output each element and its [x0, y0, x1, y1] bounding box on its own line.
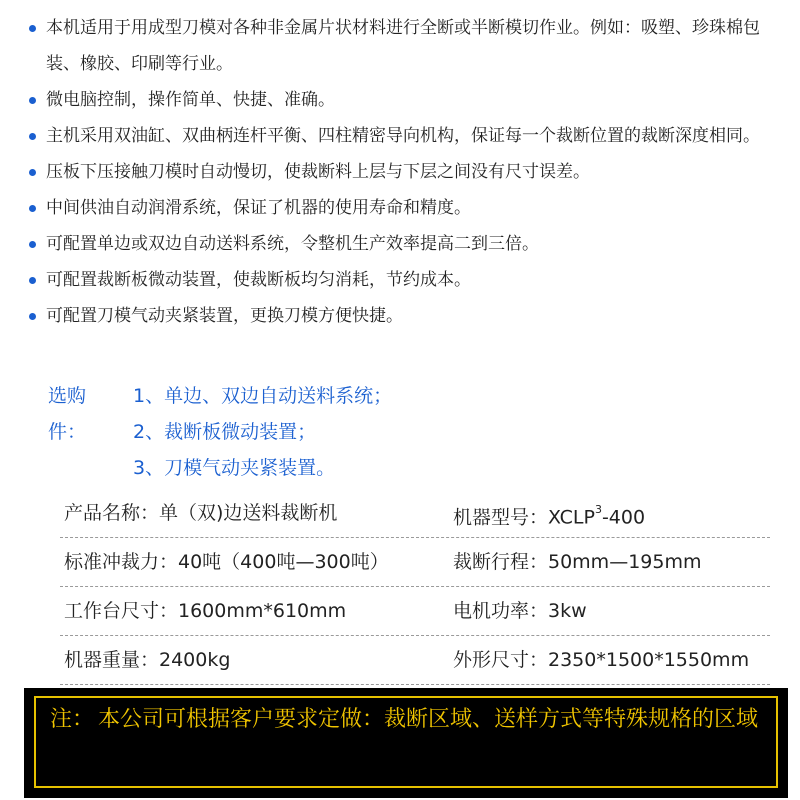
spec-weight: 机器重量：2400kg	[64, 649, 231, 671]
spec-cutting-force: 标准冲裁力：40吨（400吨—300吨）	[64, 551, 389, 573]
spec-model-prefix: 机器型号：XCLP	[453, 506, 595, 529]
feature-text: 可配置刀模气动夹紧装置，更换刀模方便快捷。	[46, 306, 403, 326]
spec-row	[60, 587, 770, 636]
bullet-icon	[29, 277, 36, 284]
notice-box	[24, 688, 788, 798]
optional-item: 1、单边、双边自动送料系统；	[133, 385, 393, 407]
spec-model-suffix: -400	[601, 506, 646, 529]
feature-text: 主机采用双油缸、双曲柄连杆平衡、四柱精密导向机构，保证每一个裁断位置的裁断深度相同。	[46, 126, 760, 146]
spec-motor-power: 电机功率：3kw	[453, 600, 587, 622]
bullet-icon	[29, 25, 36, 32]
bullet-icon	[29, 169, 36, 176]
notice-label: 注：	[50, 707, 95, 732]
spec-table-size: 工作台尺寸：1600mm*610mm	[64, 600, 347, 622]
feature-item	[26, 190, 786, 226]
optional-item: 2、裁断板微动装置；	[133, 421, 317, 443]
notice-content	[50, 702, 760, 737]
bullet-icon	[29, 241, 36, 248]
bullet-icon	[29, 133, 36, 140]
feature-text: 中间供油自动润滑系统，保证了机器的使用寿命和精度。	[46, 198, 471, 218]
feature-item	[26, 10, 786, 82]
feature-text: 可配置单边或双边自动送料系统，令整机生产效率提高二到三倍。	[46, 234, 539, 254]
spec-row	[60, 489, 770, 538]
optional-item: 3、刀模气动夹紧装置。	[133, 457, 336, 479]
notice-text: 本公司可根据客户要求定做：裁断区域、送样方式等特殊规格的区域	[98, 707, 759, 732]
spec-product-name: 产品名称：单（双)边送料裁断机	[64, 502, 338, 524]
spec-stroke: 裁断行程：50mm—195mm	[453, 551, 702, 573]
feature-item	[26, 118, 786, 154]
bullet-icon	[29, 313, 36, 320]
feature-item	[26, 298, 786, 334]
feature-item	[26, 154, 786, 190]
feature-text: 可配置裁断板微动装置，使裁断板均匀消耗，节约成本。	[46, 270, 471, 290]
feature-item	[26, 82, 786, 118]
spec-dimensions: 外形尺寸：2350*1500*1550mm	[453, 649, 750, 671]
optional-label: 选购件：	[48, 385, 87, 443]
bullet-icon	[29, 205, 36, 212]
feature-text: 压板下压接触刀模时自动慢切，使裁断料上层与下层之间没有尺寸误差。	[46, 162, 590, 182]
spec-model-sup: 3	[594, 503, 602, 516]
feature-list	[26, 10, 786, 334]
spec-row	[60, 538, 770, 587]
bullet-icon	[29, 97, 36, 104]
feature-item	[26, 226, 786, 262]
feature-item	[26, 262, 786, 298]
spec-model	[453, 489, 645, 541]
spec-row	[60, 636, 770, 685]
feature-text: 微电脑控制，操作简单、快捷、准确。	[46, 90, 335, 110]
feature-text: 本机适用于用成型刀模对各种非金属片状材料进行全断或半断模切作业。例如：吸塑、珍珠棉包装、橡胶、印刷等行业。	[46, 18, 760, 74]
spec-table	[60, 489, 770, 685]
